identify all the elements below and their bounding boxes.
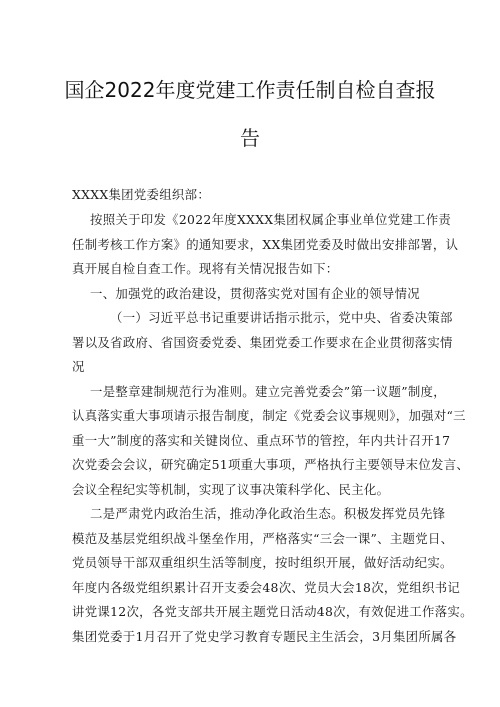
subsection-heading: 况 bbox=[72, 359, 85, 374]
body-line: 重一大”制度的落实和关键岗位、重点环节的管控，年内共计召开17 bbox=[72, 433, 451, 448]
body-line: 集团党委于1月召开了党史学习教育专题民主生活会，3月集团所属各 bbox=[72, 629, 457, 644]
body-line: 次党委会会议，研究确定51项重大事项，严格执行主要领导末位发言、 bbox=[72, 457, 470, 472]
body-line: 按照关于印发《2022年度XXXX集团权属企事业单位党建工作责 bbox=[90, 212, 452, 227]
body-line: 认真落实重大事项请示报告制度，制定《党委会议事规则》，加强对“三 bbox=[72, 408, 466, 423]
body-line: 会议全程纪实等机制，实现了议事决策科学化、民主化。 bbox=[72, 482, 390, 497]
body-line: 一是整章建制规范行为准则。建立完善党委会”第一议题”制度， bbox=[90, 384, 446, 399]
section-heading: 一、加强党的政治建设，贯彻落实党对国有企业的领导情况 bbox=[90, 286, 420, 301]
body-line: 二是严肃党内政治生活，推动净化政治生态。积极发挥党员先锋 bbox=[90, 506, 446, 521]
document-title-line-2: 告 bbox=[240, 126, 260, 150]
body-line: 模范及基层党组织战斗堡垒作用，严格落实“三会一课”、主题党日、 bbox=[72, 531, 454, 546]
body-line: 讲党课12次，各党支部共开展主题党日活动48次，有效促进工作落实。 bbox=[72, 604, 473, 619]
body-line: 任制考核工作方案》的通知要求，XX集团党委及时做出安排部署，认 bbox=[72, 237, 459, 252]
document-title-line-1: 国企2022年度党建工作责任制自检自查报 bbox=[64, 78, 436, 102]
salutation: XXXX集团党委组织部： bbox=[72, 187, 211, 202]
subsection-heading: 署以及省政府、省国资委党委、集团党委工作要求在企业贯彻落实情 bbox=[72, 335, 453, 350]
subsection-heading: （一）习近平总书记重要讲话指示批示，党中央、省委决策部 bbox=[110, 310, 453, 325]
body-line: 党员领导干部双重组织生活等制度，按时组织开展，做好活动纪实。 bbox=[72, 555, 453, 570]
body-line: 年度内各级党组织累计召开支委会48次、党员大会18次，党组织书记 bbox=[72, 580, 461, 595]
body-line: 真开展自检自查工作。现将有关情况报告如下： bbox=[72, 261, 339, 276]
